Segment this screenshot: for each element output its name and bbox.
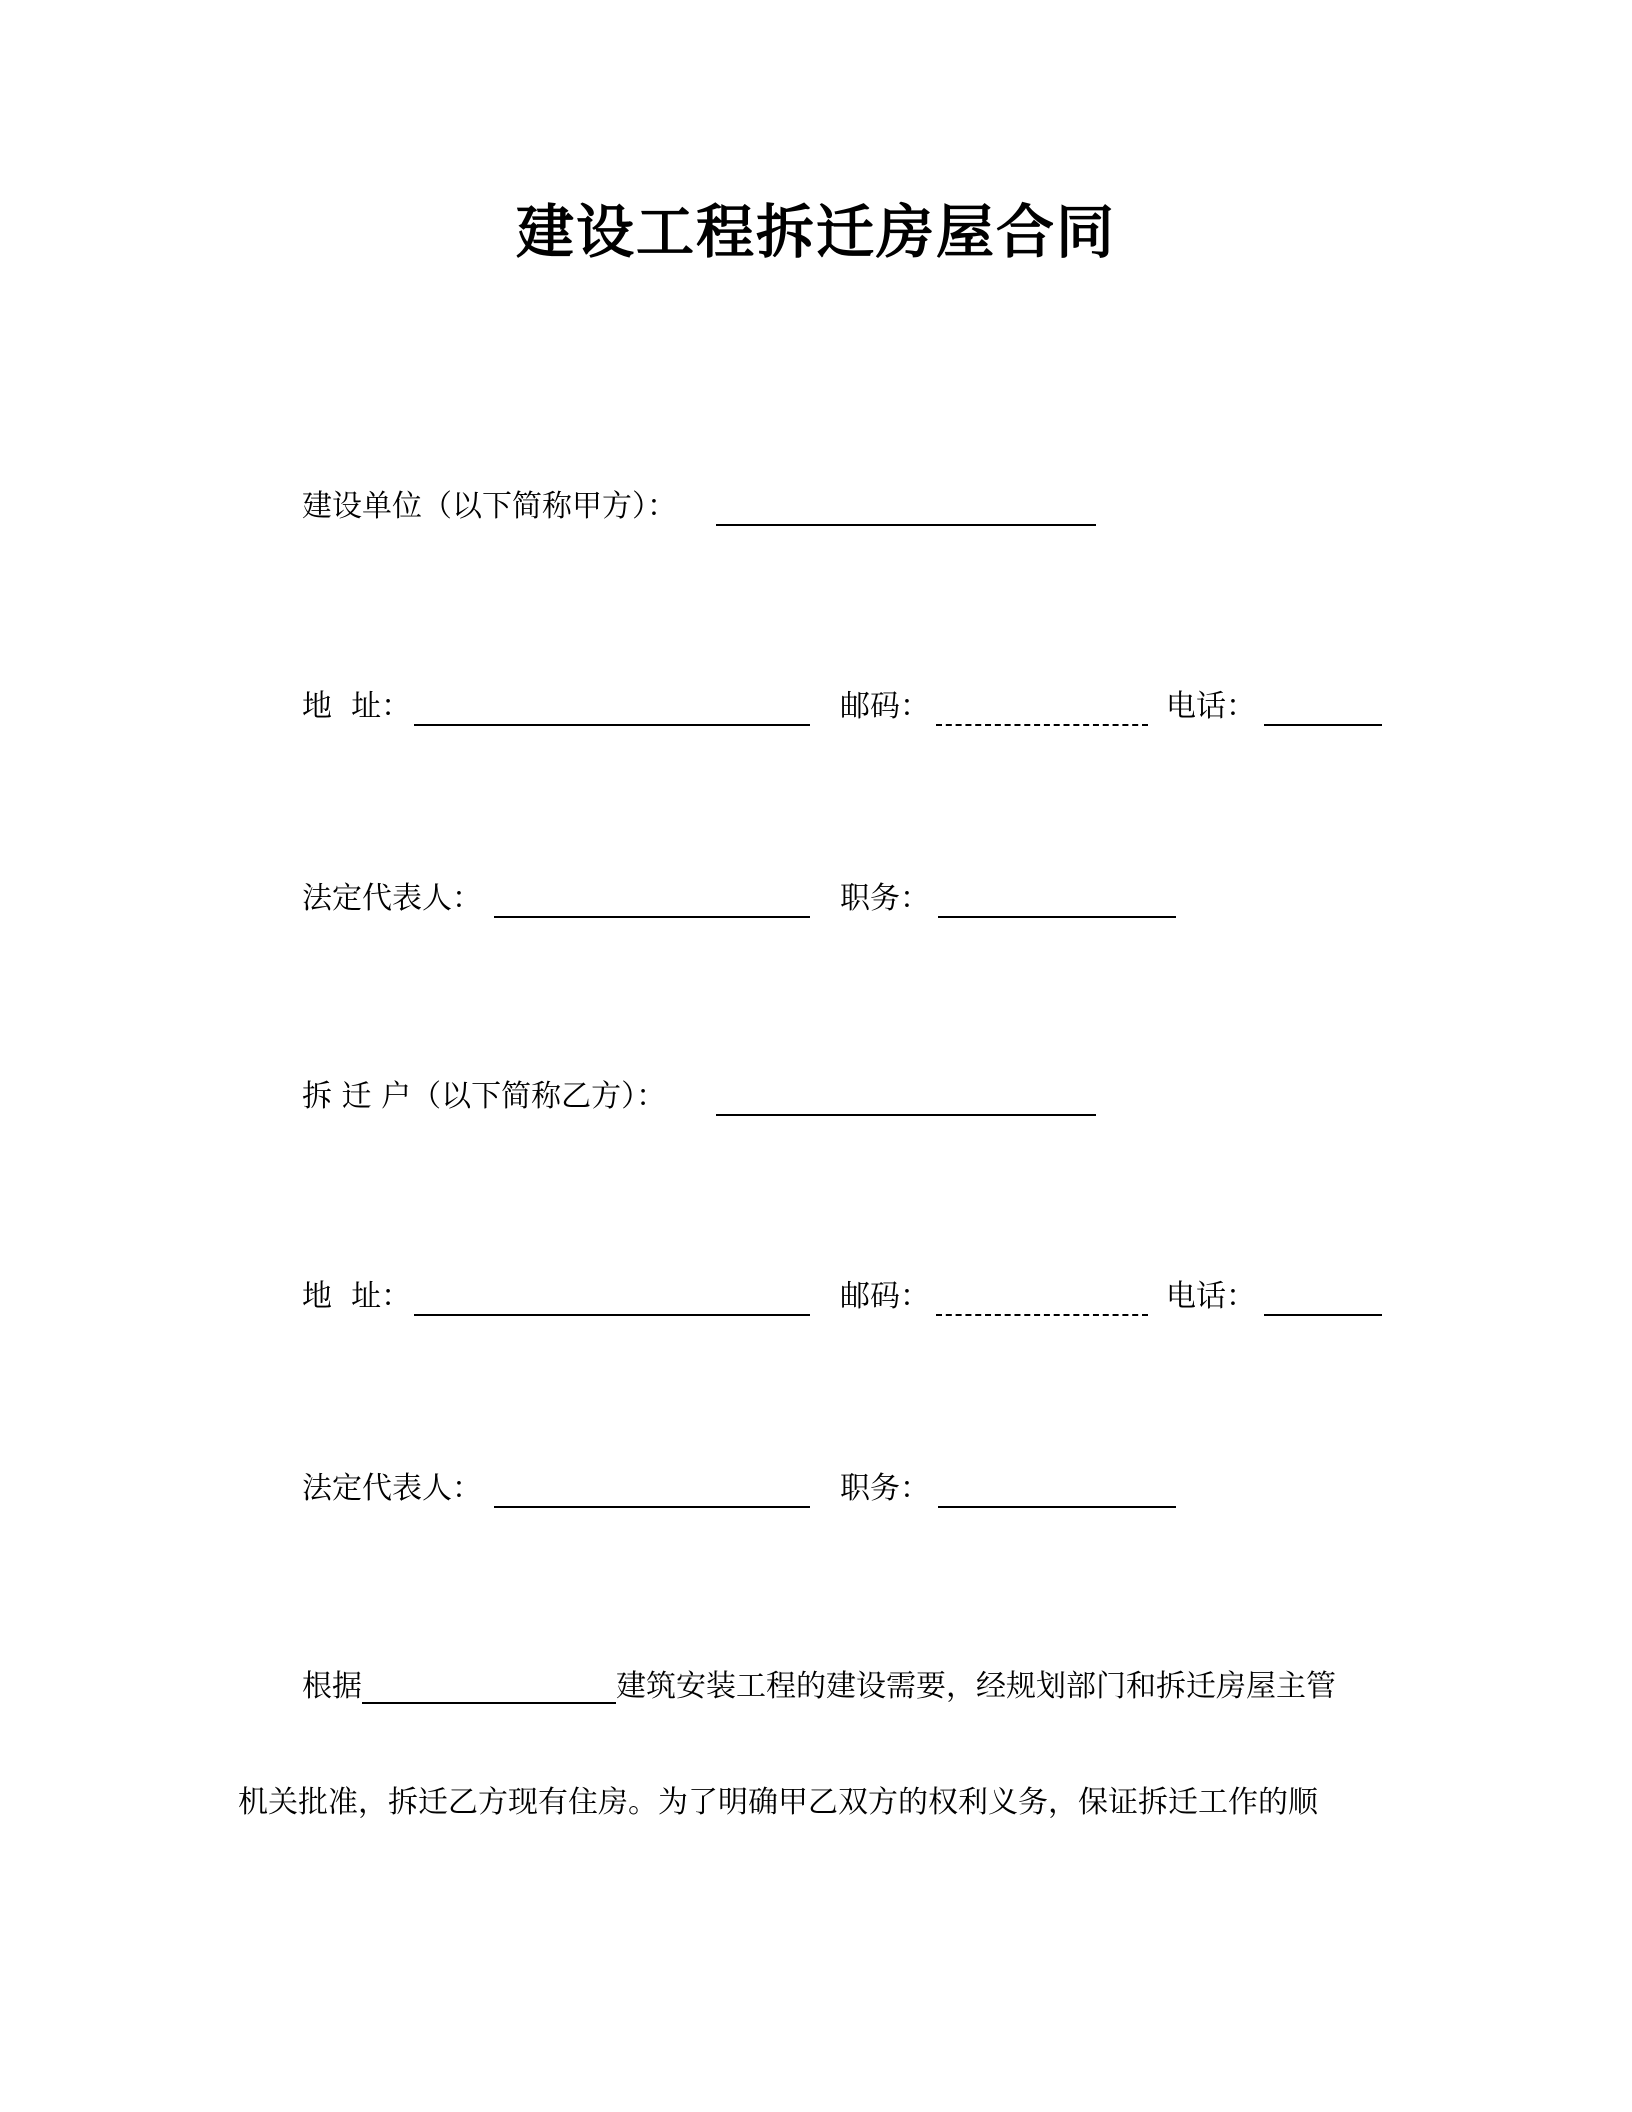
party-a-phone-field[interactable] (1264, 724, 1382, 726)
party-b-contact-row (0, 1272, 1632, 1322)
party-b-phone-field[interactable] (1264, 1314, 1382, 1316)
party-b-name-row (0, 1072, 1632, 1122)
party-a-name-label: 建设单位（以下简称甲方）： (302, 489, 677, 524)
party-b-name-label: 拆 迁 户（以下简称乙方）： (302, 1079, 667, 1114)
body-line-2 (238, 1778, 1318, 1828)
party-a-legal-rep-label: 法定代表人： (302, 881, 482, 916)
body-line-2-text: 机关批准，拆迁乙方现有住房。为了明确甲乙双方的权利义务，保证拆迁工作的顺 (238, 1785, 1318, 1820)
party-a-phone-label: 电话： (1166, 689, 1256, 724)
party-a-contact-row (0, 682, 1632, 732)
body-line-1 (302, 1662, 1336, 1712)
party-b-postcode-field[interactable] (936, 1314, 1148, 1316)
party-a-address-field[interactable] (414, 724, 810, 726)
party-b-address-field[interactable] (414, 1314, 810, 1316)
party-b-name-field[interactable] (716, 1114, 1096, 1116)
body-line-1-suffix: 建筑安装工程的建设需要，经规划部门和拆迁房屋主管 (616, 1669, 1336, 1704)
party-a-postcode-field[interactable] (936, 724, 1148, 726)
party-b-legal-rep-label: 法定代表人： (302, 1471, 482, 1506)
party-b-rep-row (0, 1464, 1632, 1514)
party-a-legal-rep-field[interactable] (494, 916, 810, 918)
party-a-postcode-label: 邮码： (840, 689, 930, 724)
party-b-address-label: 地 址： (302, 1279, 412, 1314)
party-b-position-field[interactable] (938, 1506, 1176, 1508)
party-b-postcode-label: 邮码： (840, 1279, 930, 1314)
project-name-field[interactable] (362, 1672, 616, 1704)
party-a-address-label: 地 址： (302, 689, 412, 724)
document-title: 建设工程拆迁房屋合同 (515, 198, 1116, 266)
party-a-rep-row (0, 874, 1632, 924)
party-b-position-label: 职务： (840, 1471, 930, 1506)
party-a-position-field[interactable] (938, 916, 1176, 918)
party-a-position-label: 职务： (840, 881, 930, 916)
party-b-legal-rep-field[interactable] (494, 1506, 810, 1508)
party-a-name-field[interactable] (716, 524, 1096, 526)
party-a-name-row (0, 482, 1632, 532)
party-b-phone-label: 电话： (1166, 1279, 1256, 1314)
body-line-1-prefix: 根据 (302, 1669, 362, 1704)
